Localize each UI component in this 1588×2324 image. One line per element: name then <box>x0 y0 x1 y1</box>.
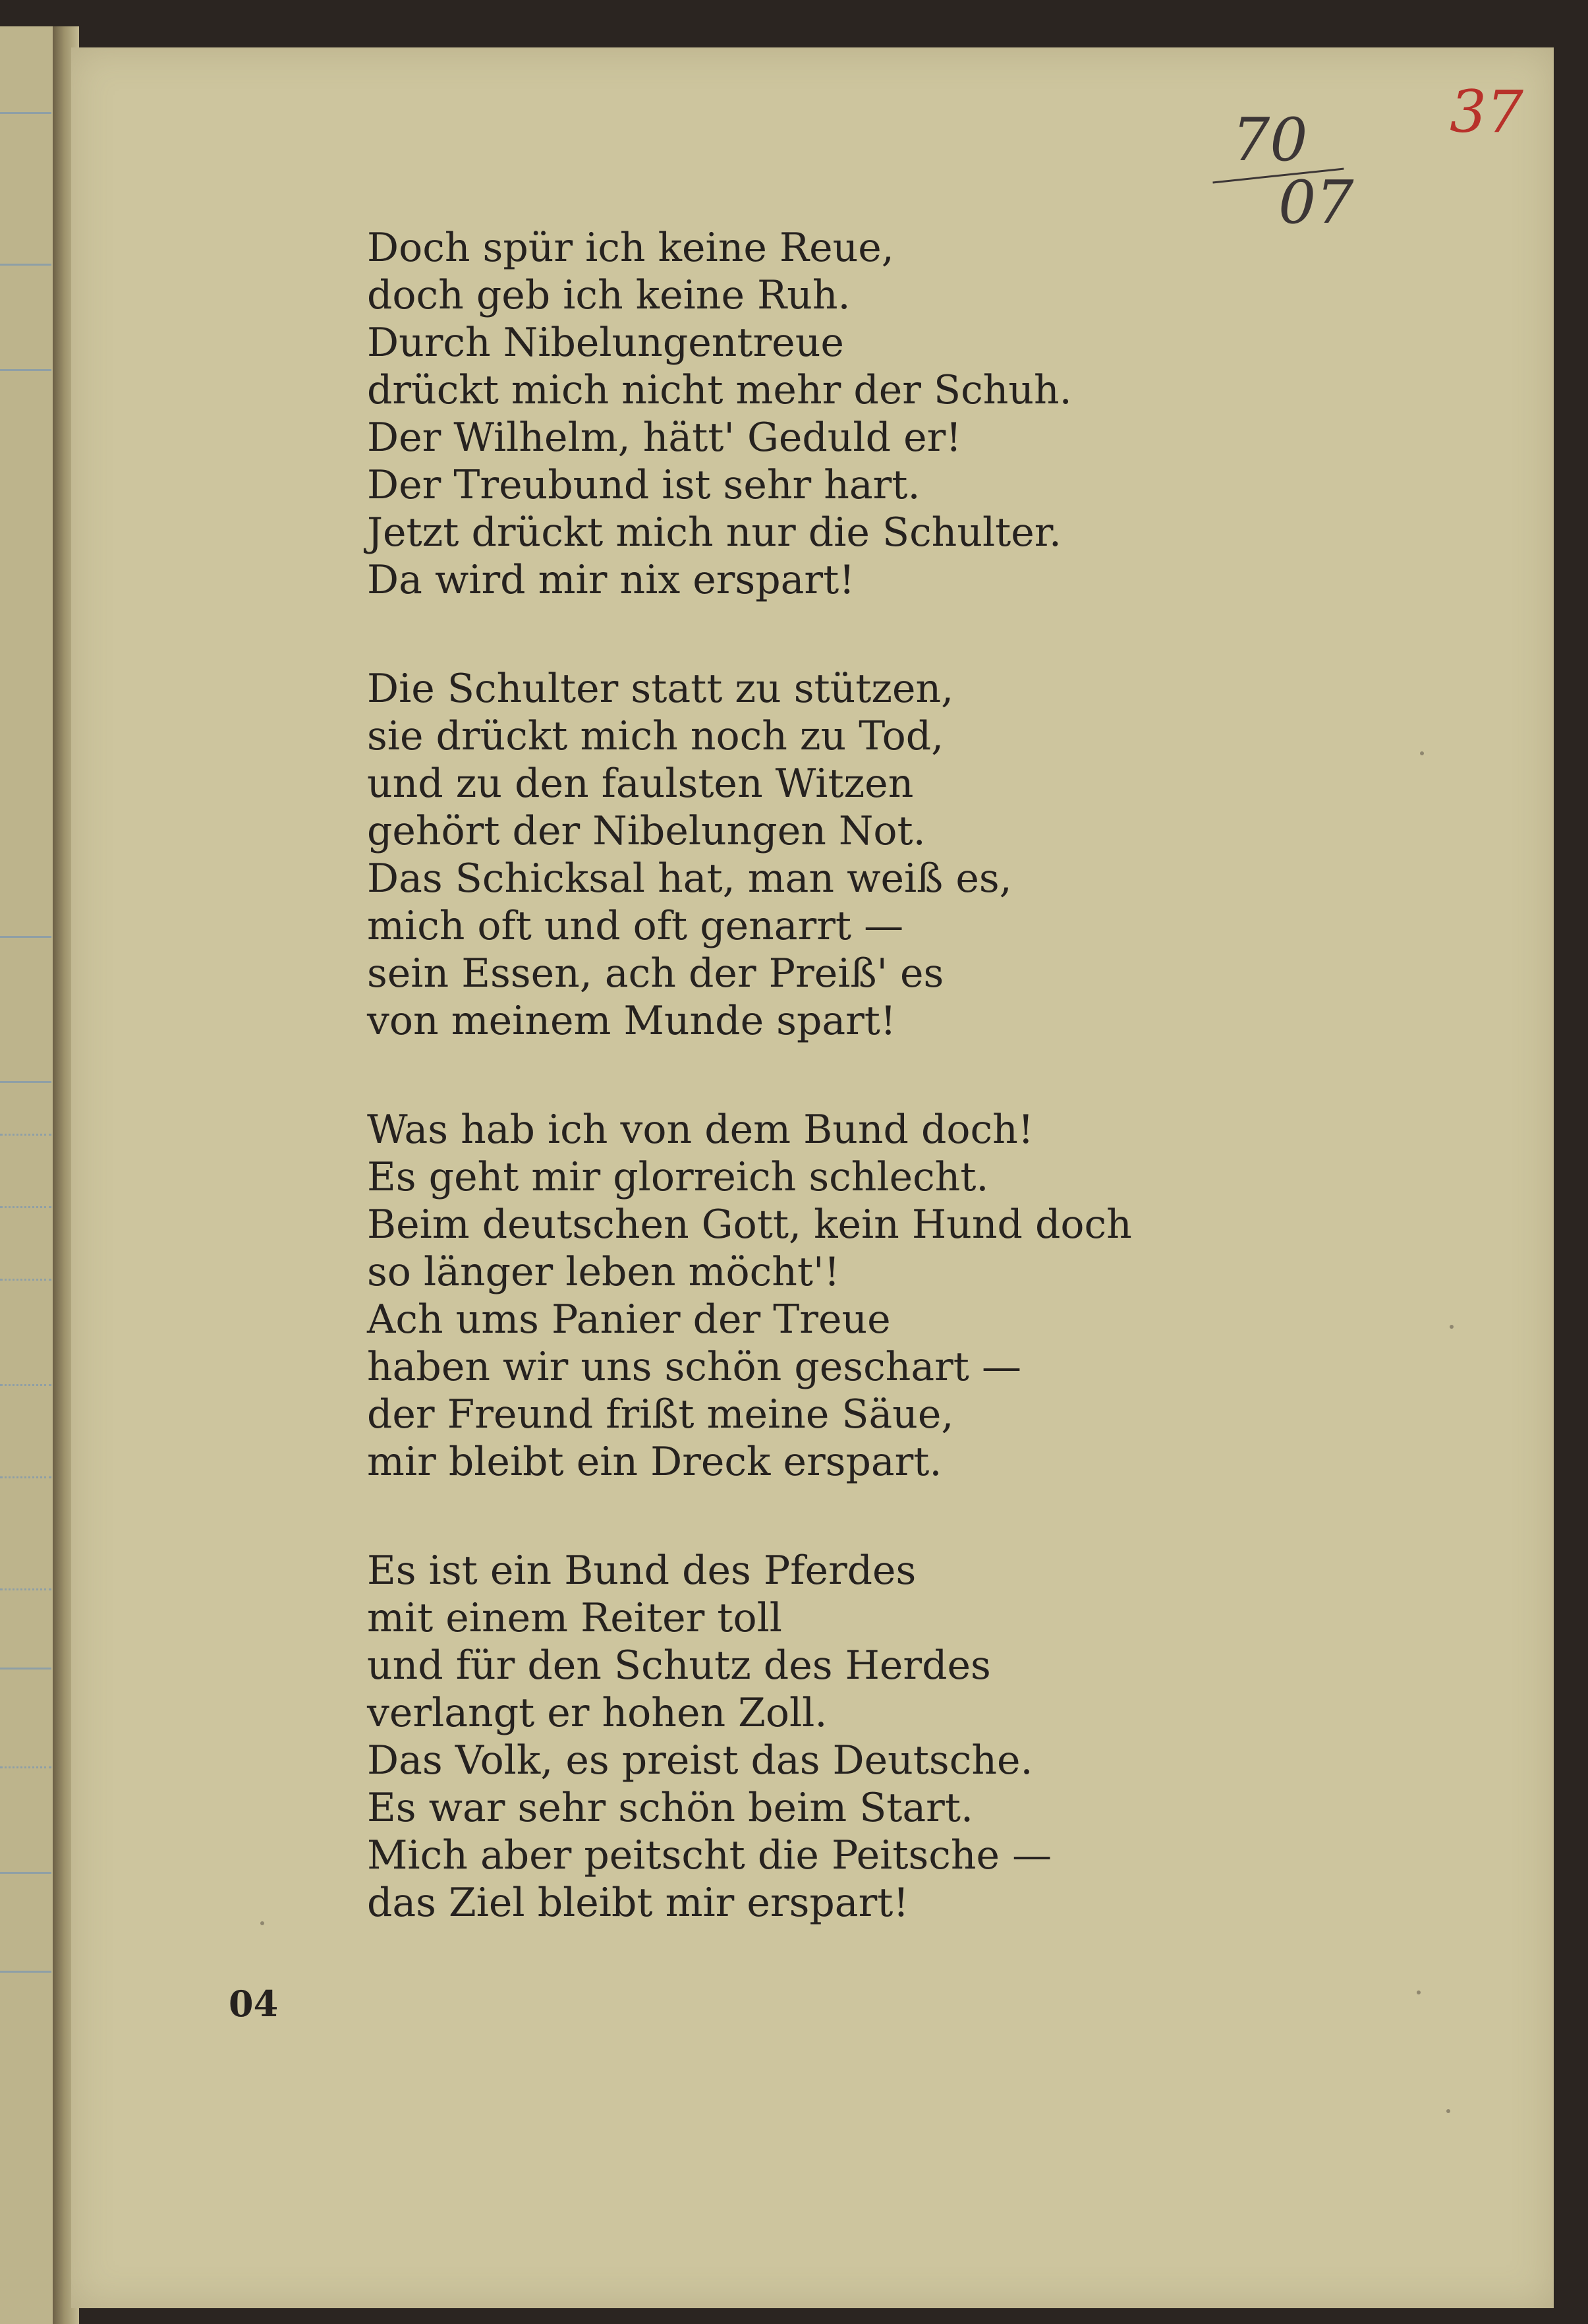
verse-line: mit einem Reiter toll <box>367 1595 782 1641</box>
handwritten-archive-mark <box>1212 105 1371 244</box>
verse-line: Das Volk, es preist das Deutsche. <box>367 1737 1033 1784</box>
ruled-line <box>0 1971 51 1973</box>
verse-line: doch geb ich keine Ruh. <box>367 272 851 318</box>
paper-speck <box>1446 2109 1450 2113</box>
verse-line: drückt mich nicht mehr der Schuh. <box>367 367 1072 413</box>
paper-speck <box>1417 1990 1421 1994</box>
ruled-line <box>0 369 51 371</box>
paper-speck <box>1450 1325 1454 1329</box>
ruled-line <box>0 1081 51 1083</box>
verse-line: gehört der Nibelungen Not. <box>367 808 926 854</box>
archive-mark-top: 70 <box>1232 105 1308 175</box>
dotted-line <box>0 1134 51 1136</box>
ruled-line <box>0 264 51 266</box>
verse-line: mich oft und oft genarrt — <box>367 903 904 949</box>
dotted-line <box>0 1384 51 1386</box>
verse-line: Da wird mir nix erspart! <box>367 557 855 603</box>
ruled-line <box>0 1668 51 1670</box>
verse-line: von meinem Munde spart! <box>367 998 897 1044</box>
verse-line: sein Essen, ach der Preiß' es <box>367 950 944 997</box>
verse-line: Doch spür ich keine Reue, <box>367 225 894 271</box>
verse-line: sie drückt mich noch zu Tod, <box>367 713 944 759</box>
stanza-4 <box>367 1547 1132 1927</box>
ruled-line <box>0 112 51 114</box>
verse-line: verlangt er hohen Zoll. <box>367 1690 828 1736</box>
verse-line: Das Schicksal hat, man weiß es, <box>367 856 1012 902</box>
paper-speck <box>260 1921 264 1925</box>
stanza-2 <box>367 665 1132 1045</box>
previous-page-edge <box>0 26 57 2324</box>
verse-line: Mich aber peitscht die Peitsche — <box>367 1832 1052 1878</box>
poem <box>367 224 1132 1927</box>
dotted-line <box>0 1279 51 1281</box>
paper-speck <box>1420 751 1424 755</box>
verse-line: mir bleibt ein Dreck erspart. <box>367 1439 942 1485</box>
verse-line: Die Schulter statt zu stützen, <box>367 666 954 712</box>
verse-line: so länger leben möcht'! <box>367 1249 840 1295</box>
verse-line: Ach ums Panier der Treue <box>367 1296 891 1343</box>
verse-line: Es geht mir glorreich schlecht. <box>367 1154 989 1200</box>
verse-line: Durch Nibelungentreue <box>367 320 844 366</box>
verse-line: und zu den faulsten Witzen <box>367 761 914 807</box>
verse-line: Beim deutschen Gott, kein Hund doch <box>367 1202 1132 1248</box>
verse-line: haben wir uns schön geschart — <box>367 1344 1021 1390</box>
archive-mark-bottom: 07 <box>1278 168 1354 237</box>
verse-line: Was hab ich von dem Bund doch! <box>367 1107 1034 1153</box>
verse-line: das Ziel bleibt mir erspart! <box>367 1880 909 1926</box>
verse-line: Der Treubund ist sehr hart. <box>367 462 921 508</box>
verse-line: der Freund frißt meine Säue, <box>367 1391 954 1438</box>
ruled-line <box>0 1872 51 1874</box>
ruled-line <box>0 936 51 938</box>
verse-line: Jetzt drückt mich nur die Schulter. <box>367 509 1062 556</box>
verse-line: Es ist ein Bund des Pferdes <box>367 1548 917 1594</box>
stanza-3 <box>367 1106 1132 1486</box>
handwritten-page-number: 37 <box>1450 78 1523 146</box>
stanza-1 <box>367 224 1132 604</box>
verse-line: und für den Schutz des Herdes <box>367 1642 991 1689</box>
verse-line: Es war sehr schön beim Start. <box>367 1785 974 1831</box>
printed-folio-number: 04 <box>229 1983 279 2025</box>
dotted-line <box>0 1588 51 1590</box>
dotted-line <box>0 1476 51 1478</box>
dotted-line <box>0 1206 51 1208</box>
verse-line: Der Wilhelm, hätt' Geduld er! <box>367 415 962 461</box>
dotted-line <box>0 1766 51 1768</box>
